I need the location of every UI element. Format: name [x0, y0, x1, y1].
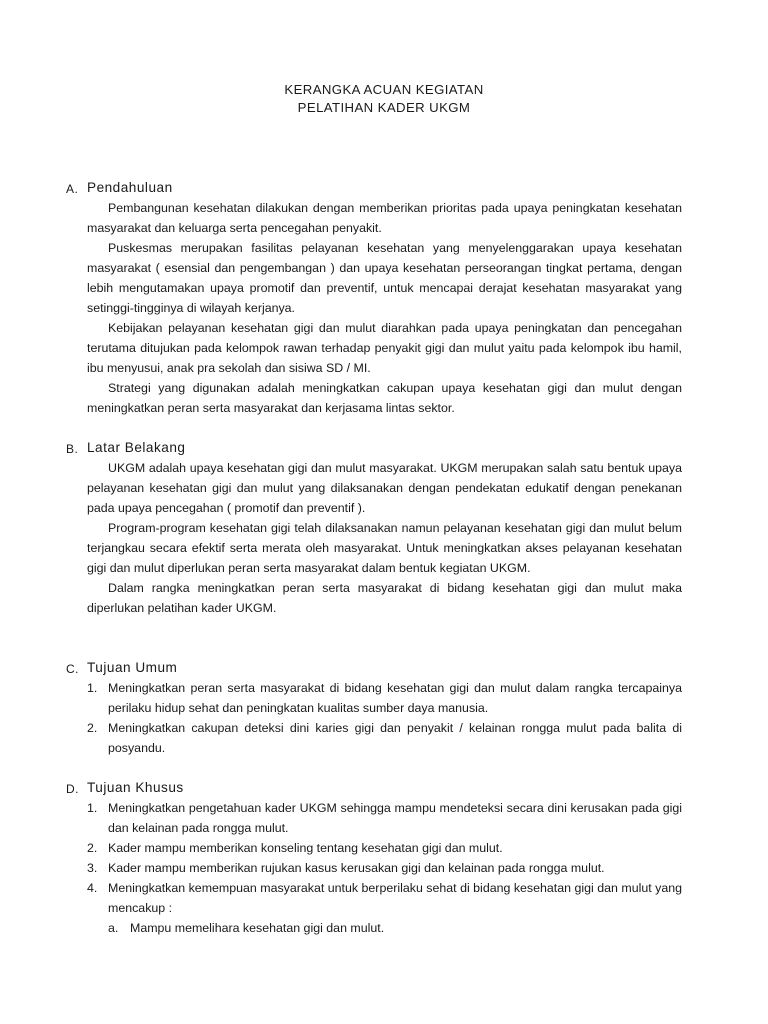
numbered-list: [87, 678, 682, 758]
paragraph: Dalam rangka meningkatkan peran serta masyarakat di bidang kesehatan gigi dan mulut maka diperlukan pelatihan kader UKGM.: [87, 581, 682, 615]
list-item-text: Kader mampu memberikan rujukan kasus kerusakan gigi dan kelainan pada rongga mulut.: [108, 861, 605, 875]
section-letter: D.: [66, 782, 79, 796]
section-body: [87, 198, 682, 418]
list-number: 2.: [87, 841, 98, 855]
list-number: 1.: [87, 801, 98, 815]
list-item: [87, 718, 682, 758]
sub-list-item: [87, 918, 682, 938]
list-item-text: Kader mampu memberikan konseling tentang kesehatan gigi dan mulut.: [108, 841, 503, 855]
list-item-text: Meningkatkan kemempuan masyarakat untuk berperilaku sehat di bidang kesehatan gigi dan mulut yang mencakup :: [108, 881, 682, 915]
paragraph: Puskesmas merupakan fasilitas pelayanan kesehatan yang menyelenggarakan upaya kesehatan masyarakat ( esensial dan pengembangan ) dan upaya kesehatan perseorangan tingkat pertama, dengan lebih mengutamakan upaya promotif dan preventif, untuk mencapai derajat kesehatan masyarakat yang setinggi-tingginya di wilayah kerjanya.: [87, 241, 682, 315]
list-number: 4.: [87, 881, 98, 895]
section-body: [87, 798, 682, 938]
list-item: [87, 858, 682, 878]
paragraph: UKGM adalah upaya kesehatan gigi dan mulut masyarakat. UKGM merupakan salah satu bentuk upaya pelayanan kesehatan gigi dan mulut yang dilaksanakan dengan pendekatan edukatif dengan penekanan pada upaya pencegahan ( promotif dan preventif ).: [87, 461, 682, 515]
section-heading-text: Latar Belakang: [87, 440, 186, 455]
section-heading: [66, 658, 682, 678]
section-heading-text: Pendahuluan: [87, 180, 173, 195]
list-item-text: Meningkatkan pengetahuan kader UKGM sehingga mampu mendeteksi secara dini kerusakan pada gigi dan kelainan pada rongga mulut.: [108, 801, 682, 835]
paragraph: Kebijakan pelayanan kesehatan gigi dan mulut diarahkan pada upaya peningkatan dan pencegahan terutama ditujukan pada kelompok rawan terhadap penyakit gigi dan mulut yaitu pada kelompok ibu hamil, ibu menyusui, anak pra sekolah dan sisiwa SD / MI.: [87, 321, 682, 375]
list-number: 1.: [87, 681, 98, 695]
document-title-line-1: KERANGKA ACUAN KEGIATAN: [284, 82, 484, 97]
section-letter: A.: [66, 182, 79, 196]
section-body: [87, 678, 682, 758]
section-heading: [66, 178, 682, 198]
list-item-text: Meningkatkan cakupan deteksi dini karies gigi dan penyakit / kelainan rongga mulut pada balita di posyandu.: [108, 721, 682, 755]
list-number: 3.: [87, 861, 98, 875]
sub-list-letter: a.: [108, 921, 119, 935]
section-tujuan-khusus: [66, 778, 682, 938]
section-pendahuluan: [66, 178, 682, 418]
section-tujuan-umum: [66, 658, 682, 758]
list-item-text: Meningkatkan peran serta masyarakat di bidang kesehatan gigi dan mulut dalam rangka tercapainya perilaku hidup sehat dan peningkatan kualitas sumber daya manusia.: [108, 681, 682, 715]
section-heading-text: Tujuan Umum: [87, 660, 178, 675]
sub-list-item-text: Mampu memelihara kesehatan gigi dan mulut.: [130, 921, 385, 935]
paragraph: Program-program kesehatan gigi telah dilaksanakan namun pelayanan kesehatan gigi dan mulut belum terjangkau secara efektif serta merata oleh masyarakat. Untuk meningkatkan akses pelayanan kesehatan gigi dan mulut diperlukan peran serta masyarakat dalam bentuk kegiatan UKGM.: [87, 521, 682, 575]
list-number: 2.: [87, 721, 98, 735]
list-item: [87, 838, 682, 858]
section-body: [87, 458, 682, 618]
section-heading-text: Tujuan Khusus: [87, 780, 184, 795]
document-title-line-2: PELATIHAN KADER UKGM: [297, 100, 471, 115]
list-item: [87, 878, 682, 918]
section-letter: B.: [66, 442, 79, 456]
list-item: [87, 798, 682, 838]
paragraph: Pembangunan kesehatan dilakukan dengan memberikan prioritas pada upaya peningkatan kesehatan masyarakat dan keluarga serta pencegahan penyakit.: [87, 201, 682, 235]
section-letter: C.: [66, 662, 79, 676]
section-heading: [66, 438, 682, 458]
section-heading: [66, 778, 682, 798]
numbered-list: [87, 798, 682, 938]
section-latar-belakang: [66, 438, 682, 618]
paragraph: Strategi yang digunakan adalah meningkatkan cakupan upaya kesehatan gigi dan mulut dengan meningkatkan peran serta masyarakat dan kerjasama lintas sektor.: [87, 381, 682, 415]
list-item: [87, 678, 682, 718]
